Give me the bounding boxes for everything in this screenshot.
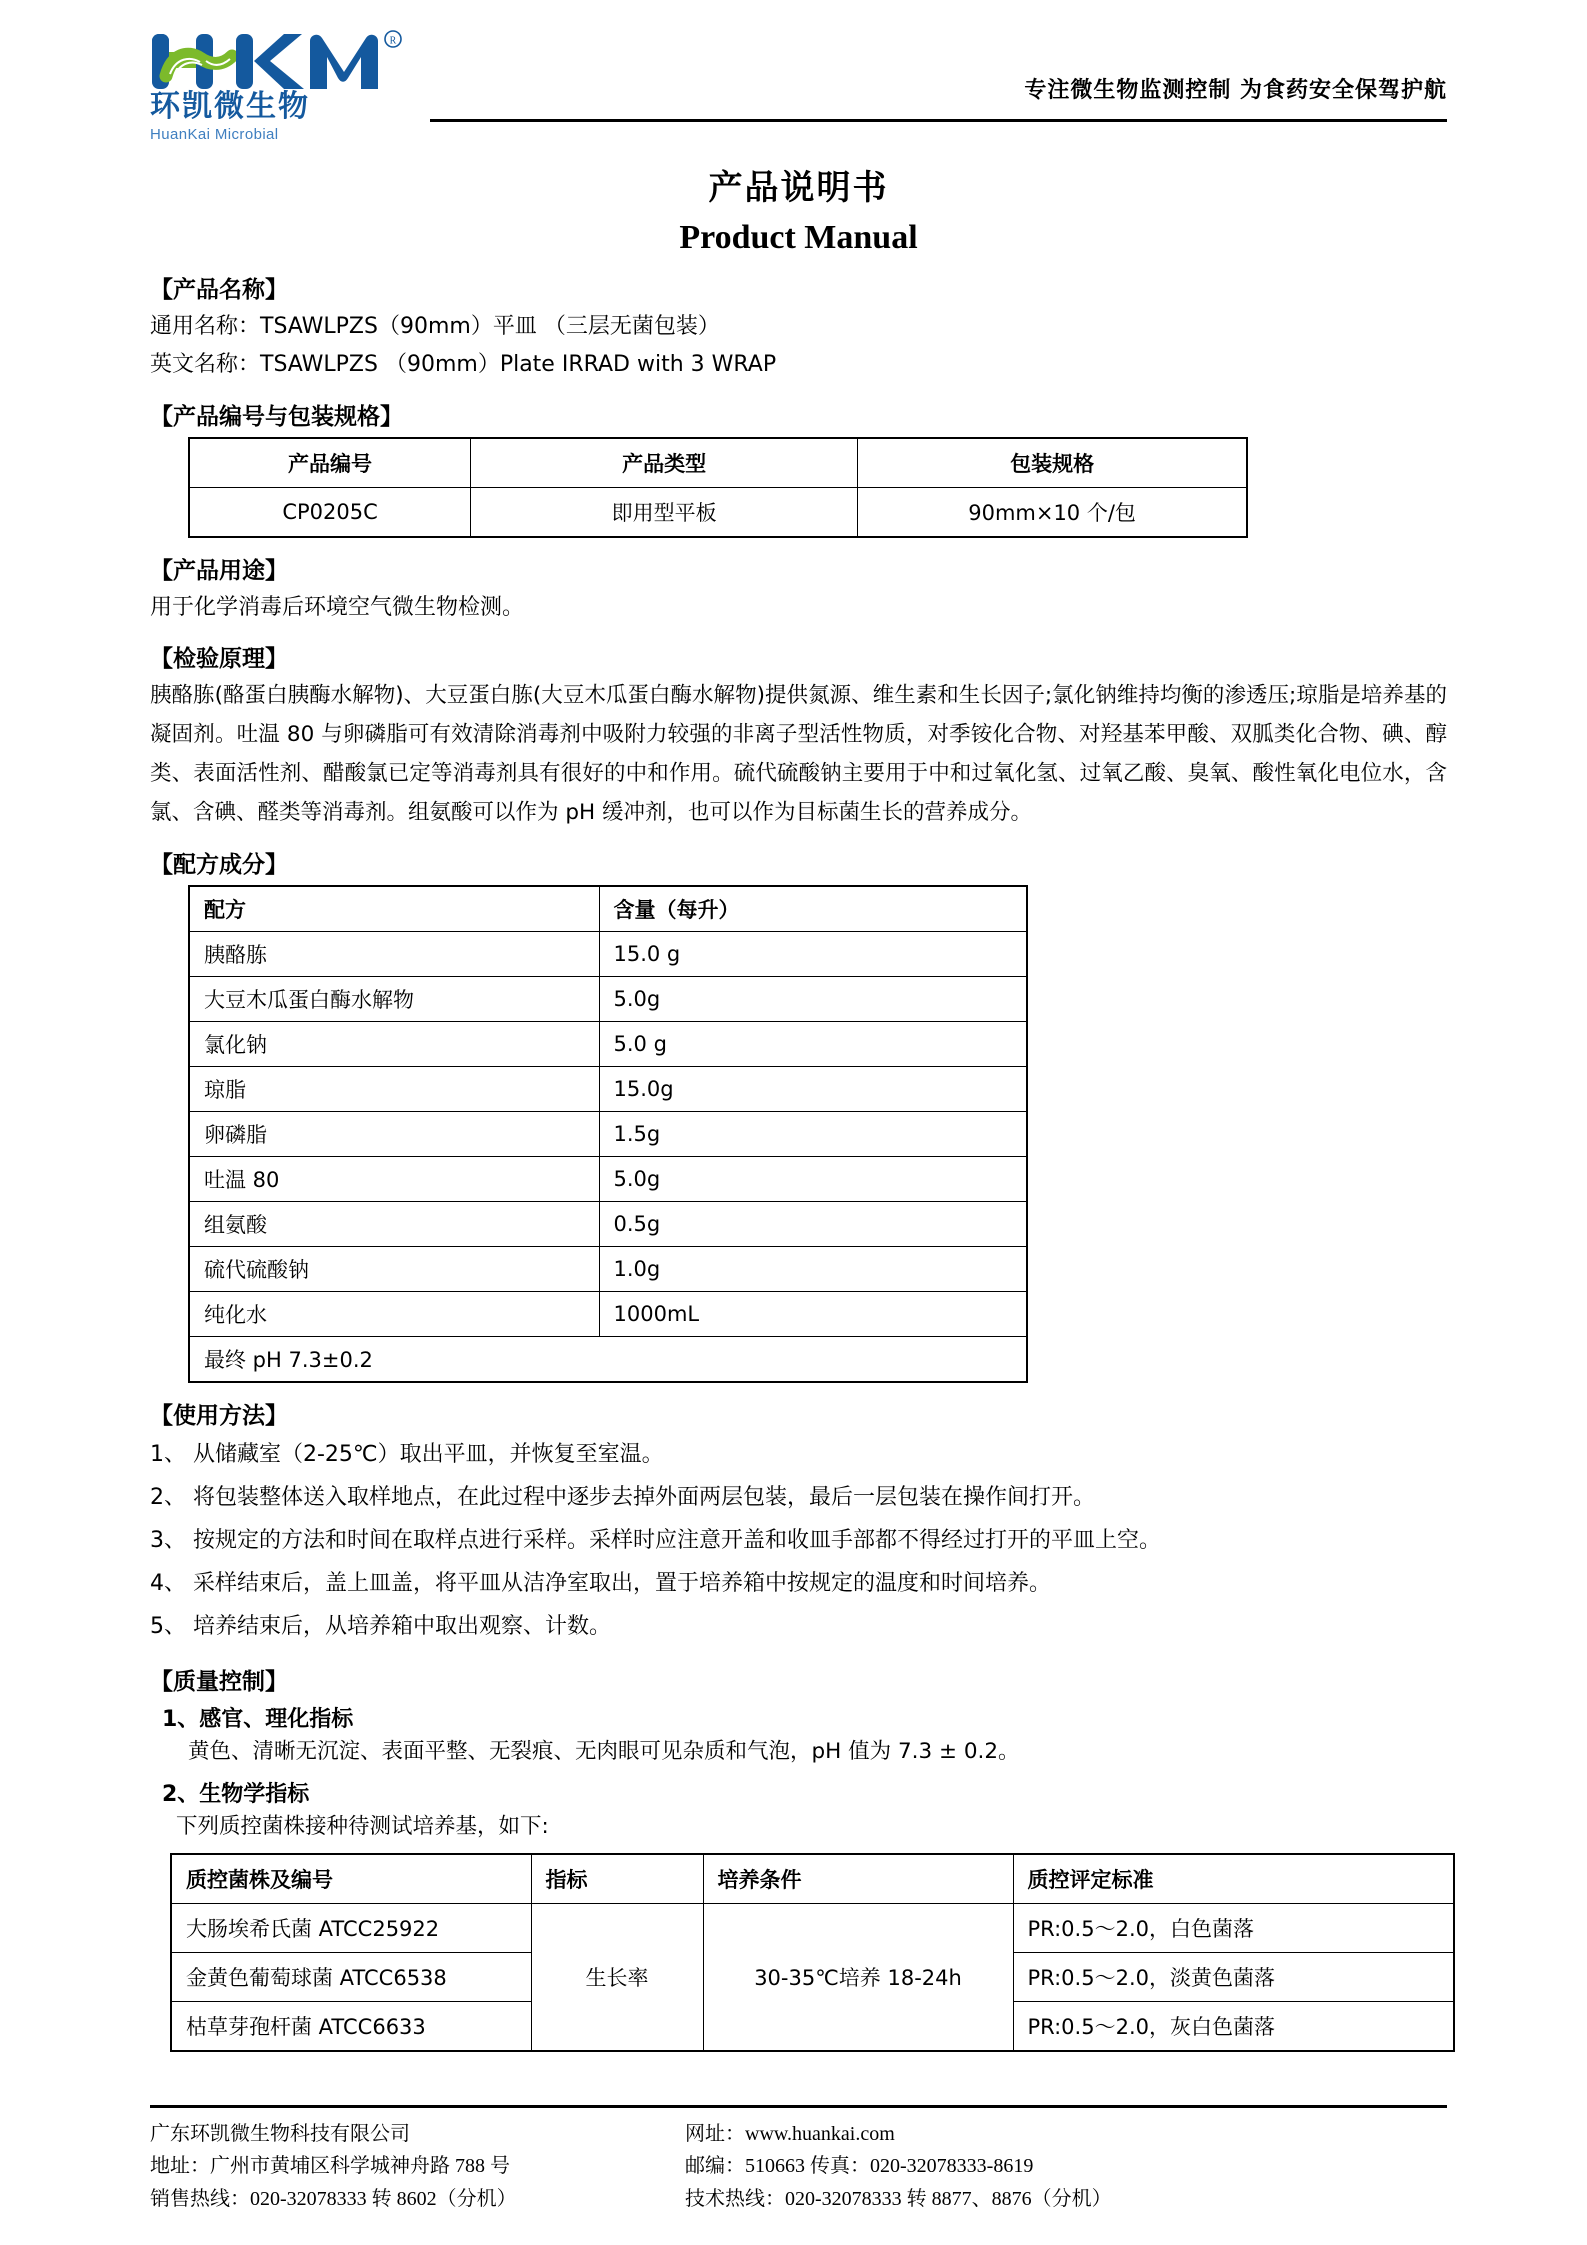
table-row (189, 932, 1027, 977)
formula-table (188, 885, 1028, 1383)
formula-cell-amount: 1000mL (599, 1292, 1027, 1337)
section-heading-use: 【产品用途】 (150, 557, 288, 584)
footer-sales-hotline: 销售热线：020-32078333 转 8602（分机） (150, 2187, 517, 2210)
section-heading-usage: 【使用方法】 (150, 1403, 288, 1430)
footer-website: 网址：www.huankai.com (685, 2122, 895, 2145)
qc-cell-strain: 金黄色葡萄球菌 ATCC6538 (171, 1953, 531, 2002)
section-heading-spec: 【产品编号与包装规格】 (150, 403, 403, 430)
formula-cell-name: 氯化钠 (189, 1022, 599, 1067)
qc-cell-strain: 大肠埃希氏菌 ATCC25922 (171, 1904, 531, 1953)
formula-cell-final-ph: 最终 pH 7.3±0.2 (189, 1337, 1027, 1383)
section-heading-product-name: 【产品名称】 (150, 277, 288, 303)
qc-col-strain: 质控菌株及编号 (171, 1854, 531, 1904)
qc-cell-criteria: PR:0.5～2.0，灰白色菌落 (1013, 2002, 1454, 2052)
spec-col-product-code: 产品编号 (189, 438, 471, 488)
section-heading-quality: 【质量控制】 (150, 1668, 288, 1695)
qc-col-condition: 培养条件 (703, 1854, 1013, 1904)
footer-divider (150, 2105, 1447, 2108)
usage-step: 3、 按规定的方法和时间在取样点进行采样。采样时应注意开盖和收皿手部都不得经过打开的平皿上空。 (150, 1528, 1161, 1554)
table-header-row (171, 1854, 1454, 1904)
spec-cell-product-type: 即用型平板 (471, 487, 858, 537)
table-header-row (189, 438, 1247, 488)
hkm-logo-mark (150, 30, 420, 90)
footer-postcode-fax: 邮编：510663 传真：020-32078333-8619 (685, 2155, 1034, 2178)
formula-cell-name: 硫代硫酸钠 (189, 1247, 599, 1292)
formula-cell-amount: 1.0g (599, 1247, 1027, 1292)
principle-text: 胰酪胨(酪蛋白胰酶水解物)、大豆蛋白胨(大豆木瓜蛋白酶水解物)提供氮源、维生素和生长因子;氯化钠维持均衡的渗透压;琼脂是培养基的凝固剂。吐温 80 与卵磷脂可有效清除消毒剂中吸附力较强的非离子型活性物质，对季铵化合物、对羟基苯甲酸、双胍类化合物、碘、醇类、表面活性剂、醋酸氯已定等消毒剂具有很好的中和作用。硫代硫酸钠主要用于中和过氧化氢、过氧乙酸、臭氧、酸性氧化电位水，含氯、含碘、醛类等消毒剂。组氨酸可以作为 pH 缓冲剂，也可以作为目标菌生长的营养成分。 (150, 683, 1447, 825)
formula-cell-amount: 0.5g (599, 1202, 1027, 1247)
table-row (189, 1112, 1027, 1157)
page-title-en: Product Manual (679, 219, 918, 256)
quality-biological-text: 下列质控菌株接种待测试培养基，如下: (176, 1814, 549, 1840)
spec-table (188, 437, 1248, 538)
quality-sensory-text: 黄色、清晰无沉淀、表面平整、无裂痕、无肉眼可见杂质和气泡，pH 值为 7.3 ± 0.2。 (188, 1738, 1020, 1764)
section-heading-principle: 【检验原理】 (150, 646, 288, 673)
qc-col-criteria: 质控评定标准 (1013, 1854, 1454, 1904)
formula-cell-amount: 5.0 g (599, 1022, 1027, 1067)
header-slogan-area (430, 30, 1447, 138)
usage-step: 5、 培养结束后，从培养箱中取出观察、计数。 (150, 1613, 611, 1639)
formula-cell-name: 大豆木瓜蛋白酶水解物 (189, 977, 599, 1022)
formula-cell-name: 胰酪胨 (189, 932, 599, 977)
formula-cell-name: 卵磷脂 (189, 1112, 599, 1157)
qc-col-indicator: 指标 (531, 1854, 703, 1904)
quality-subheading-biological: 2、生物学指标 (162, 1782, 310, 1808)
formula-cell-name: 琼脂 (189, 1067, 599, 1112)
footer-tech-hotline: 技术热线：020-32078333 转 8877、8876（分机） (685, 2187, 1112, 2210)
company-logo (150, 30, 430, 143)
footer-address: 地址：广州市黄埔区科学城神舟路 788 号 (150, 2155, 510, 2178)
table-row (189, 1292, 1027, 1337)
table-row (189, 1022, 1027, 1067)
usage-step: 1、 从储藏室（2-25℃）取出平皿，并恢复至室温。 (150, 1442, 664, 1468)
qc-cell-condition: 30-35℃培养 18-24h (703, 1904, 1013, 2052)
footer-left-column (150, 2118, 685, 2215)
page-header (150, 28, 1447, 143)
footer-right-column (685, 2118, 1447, 2215)
table-row (189, 487, 1247, 537)
table-row (171, 1904, 1454, 1953)
spec-col-product-type: 产品类型 (471, 438, 858, 488)
header-slogan: 专注微生物监测控制 为食药安全保驾护航 (1024, 78, 1447, 103)
formula-cell-amount: 5.0g (599, 977, 1027, 1022)
formula-cell-name: 组氨酸 (189, 1202, 599, 1247)
table-row (189, 1067, 1027, 1112)
product-english-name: 英文名称：TSAWLPZS （90mm）Plate IRRAD with 3 WRAP (150, 351, 777, 377)
formula-col-amount: 含量（每升） (599, 886, 1027, 932)
qc-cell-strain: 枯草芽孢杆菌 ATCC6633 (171, 2002, 531, 2052)
formula-cell-amount: 15.0 g (599, 932, 1027, 977)
quality-control-table (170, 1853, 1455, 2052)
table-row (189, 1202, 1027, 1247)
table-row (189, 1247, 1027, 1292)
spec-col-pack-size: 包装规格 (858, 438, 1247, 488)
qc-cell-criteria: PR:0.5～2.0，白色菌落 (1013, 1904, 1454, 1953)
formula-cell-amount: 5.0g (599, 1157, 1027, 1202)
table-row (189, 1157, 1027, 1202)
formula-col-name: 配方 (189, 886, 599, 932)
qc-cell-indicator: 生长率 (531, 1904, 703, 2052)
logo-company-name-cn: 环凯微生物 (150, 90, 310, 123)
page-footer (150, 2105, 1447, 2215)
footer-company-name: 广东环凯微生物科技有限公司 (150, 2122, 410, 2145)
section-heading-formula: 【配方成分】 (150, 852, 288, 879)
product-use-text: 用于化学消毒后环境空气微生物检测。 (150, 594, 525, 620)
svg-text:R: R (389, 35, 397, 47)
qc-cell-criteria: PR:0.5～2.0，淡黄色菌落 (1013, 1953, 1454, 2002)
formula-cell-amount: 1.5g (599, 1112, 1027, 1157)
quality-subheading-sensory: 1、感官、理化指标 (162, 1706, 354, 1732)
formula-cell-amount: 15.0g (599, 1067, 1027, 1112)
table-row (189, 977, 1027, 1022)
spec-cell-product-code: CP0205C (189, 487, 471, 537)
spec-cell-pack-size: 90mm×10 个/包 (858, 487, 1247, 537)
hkm-logo-icon (150, 30, 420, 92)
logo-company-name-en: HuanKai Microbial (150, 126, 279, 143)
product-common-name: 通用名称：TSAWLPZS（90mm）平皿 （三层无菌包装） (150, 314, 720, 339)
usage-step: 4、 采样结束后，盖上皿盖，将平皿从洁净室取出，置于培养箱中按规定的温度和时间培养。 (150, 1570, 1051, 1596)
usage-step: 2、 将包装整体送入取样地点，在此过程中逐步去掉外面两层包装，最后一层包装在操作间打开。 (150, 1485, 1095, 1511)
table-row-final-ph (189, 1337, 1027, 1383)
table-header-row (189, 886, 1027, 932)
formula-cell-name: 吐温 80 (189, 1157, 599, 1202)
page-title-cn: 产品说明书 (708, 168, 889, 208)
header-divider (430, 119, 1447, 122)
formula-cell-name: 纯化水 (189, 1292, 599, 1337)
